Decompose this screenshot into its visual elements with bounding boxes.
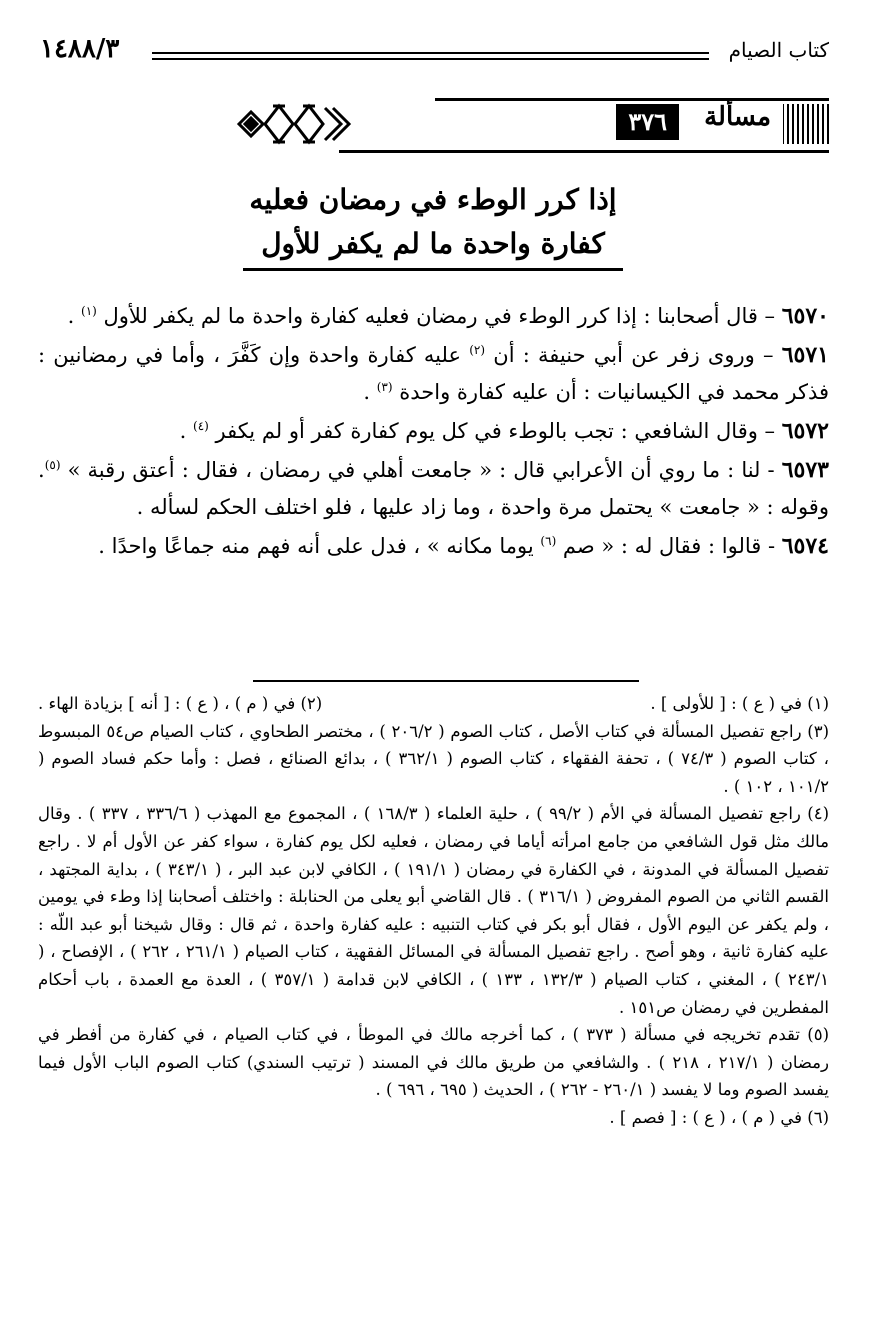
page-number: ١٤٨٨/٣ <box>40 34 120 64</box>
footnote-ref: (٢) <box>469 343 486 357</box>
banner-rule-bottom <box>339 150 829 153</box>
paragraph <box>38 413 829 450</box>
paragraph-number: ٦٥٧٠ <box>781 303 829 329</box>
footnote-separator <box>253 680 639 682</box>
paragraph-text: – وروى زفر عن أبي حنيفة : أن <box>485 343 782 367</box>
paragraph-text: يوما مكانه » ، فدل على أنه فهم منه جماعًا واحدًا . <box>98 534 541 558</box>
paragraph-text: . <box>179 419 193 443</box>
running-header <box>40 34 829 72</box>
heading-underline <box>243 268 623 271</box>
footnote-1: (١) في ( ع ) : [ للأولى ] . <box>650 694 829 713</box>
paragraph-text: . <box>363 380 377 404</box>
footnote-5: (٥) تقدم تخريجه في مسألة ( ٣٧٣ ) ، كما أخرجه مالك في الموطأ ، في كتاب الصيام ، في كفارة من أفطر في رمضان ( ٢١٧/١ ، ٢١٨ ) . والشافعي من طريق مالك في المسند ( ترتيب السندي) كتاب الصوم الباب الأول فيما يفسد الصوم وما لا يفسد ( ٢٦٠/١ - ٢٦٢ ) ، الحديث ( ٦٩٥ ، ٦٩٦ ) . <box>38 1025 829 1100</box>
paragraph <box>38 337 829 411</box>
footnote-4: (٤) راجع تفصيل المسألة في الأم ( ٩٩/٢ ) ، حلية العلماء ( ١٦٨/٣ ) ، المجموع مع المهذب ( ٣٣٦/٦ ، ٣٣٧ ) . وقال مالك مثل قول الشافعي من جامع امرأته أياما في رمضان ، فعليه لكل يوم كفارة ، سواء كفر عن الأول أم لا . راجع تفصيل المسألة في المدونة ، في الكفارة في رمضان ( ١٩١/١ ) ، الكافي لابن عبد البر ، ( ٣٤٣/١ ) ، بداية المجتهد ، القسم الثاني من الصوم المفروض ( ٣١٦/١ ) . قال القاضي أبو يعلى من الحنابلة : واختلف أصحابنا إذا وطء في يومين ، ولم يكفر عن اليوم الأول ، فقال أبو بكر في كتاب التنبيه : عليه كفارة واحدة ، ثم قال : وقال شيخنا أبو عبد اللّه : عليه كفارة ثانية ، وهو أصح . راجع تفصيل المسألة في المسائل الفقهية ، كتاب الصيام ( ٢٦١/١ ، ٢٦٢ ) ، الإفصاح ، ( ٢٤٣/١ ) ، المغني ، كتاب الصيام ( ١٣٢/٣ ، ١٣٣ ) ، الكافي لابن قدامة ( ٣٥٧/١ ) ، العدة مع العمدة ، باب أحكام المفطرين في رمضان ص١٥١ . <box>38 804 830 1017</box>
banner-rule-top <box>435 98 829 101</box>
footnote-ref: (١) <box>81 304 97 318</box>
banner-stripes-ornament <box>783 104 829 144</box>
paragraph <box>38 298 829 335</box>
paragraph-number: ٦٥٧١ <box>781 342 829 368</box>
masala-heading <box>243 178 623 266</box>
footnote-ref: (٦) <box>540 534 557 548</box>
masala-label: مسألة <box>704 102 771 132</box>
paragraph <box>38 452 829 526</box>
footnote-ref: (٤) <box>193 419 209 433</box>
paragraph-number: ٦٥٧٤ <box>781 533 829 559</box>
masala-number: ٣٧٦ <box>616 104 679 140</box>
heading-line-2: كفارة واحدة ما لم يكفر للأول <box>261 227 605 260</box>
footnote-6: (٦) في ( م ) ، ( ع ) : [ فصم ] . <box>609 1107 829 1127</box>
masala-banner <box>229 96 829 158</box>
paragraph <box>38 528 829 565</box>
paragraph-text: . <box>67 304 81 328</box>
heading-line-1: إذا كرر الوطء في رمضان فعليه <box>249 183 617 216</box>
paragraph-text: . وقوله : « جامعت » يحتمل مرة واحدة ، وما زاد عليها ، فلو اختلف الحكم لسأله . <box>38 458 829 519</box>
footnotes <box>38 690 829 1132</box>
footnote-row <box>38 690 829 718</box>
footnote-ref: (٣) <box>376 380 393 394</box>
book-section-title: كتاب الصيام <box>728 38 829 62</box>
paragraph-text: عليه كفارة واحدة وإن كَفَّرَ ، وأما في رمضانين : فذكر محمد في الكيسانيات : أن عليه كفارة واحدة <box>38 343 829 404</box>
paragraph-number: ٦٥٧٣ <box>781 457 829 483</box>
paragraph-text: – قال أصحابنا : إذا كرر الوطء في رمضان فعليه كفارة واحدة ما لم يكفر للأول <box>96 304 782 328</box>
header-rule <box>152 52 709 54</box>
arabesque-ornament-icon <box>229 98 359 150</box>
footnote-ref: (٥) <box>44 458 61 472</box>
paragraph-text: - قالوا : فقال له : « صم <box>556 534 782 558</box>
paragraph-text: - لنا : ما روي أن الأعرابي قال : « جامعت أهلي في رمضان ، فقال : أعتق رقبة » <box>60 458 782 482</box>
paragraph-text: – وقال الشافعي : تجب بالوطء في كل يوم كفارة كفر أو لم يكفر <box>208 419 782 443</box>
footnote-2: (٢) في ( م ) ، ( ع ) : [ أنه ] بزيادة الهاء . <box>38 694 323 713</box>
paragraph-number: ٦٥٧٢ <box>781 418 829 444</box>
footnote-3: (٣) راجع تفصيل المسألة في كتاب الأصل ، كتاب الصوم ( ٢٠٦/٢ ) ، مختصر الطحاوي ، كتاب الصيام ص٥٤ المبسوط ، كتاب الصوم ( ٧٤/٣ ) ، تحفة الفقهاء ، كتاب الصوم ( ٣٦٢/١ ) ، بدائع الصنائع ، فصل : وأما حكم فساد الصوم ( ١٠١/٢ ، ١٠٢ ) . <box>38 721 829 796</box>
header-rule <box>152 58 709 60</box>
main-text <box>38 298 829 567</box>
